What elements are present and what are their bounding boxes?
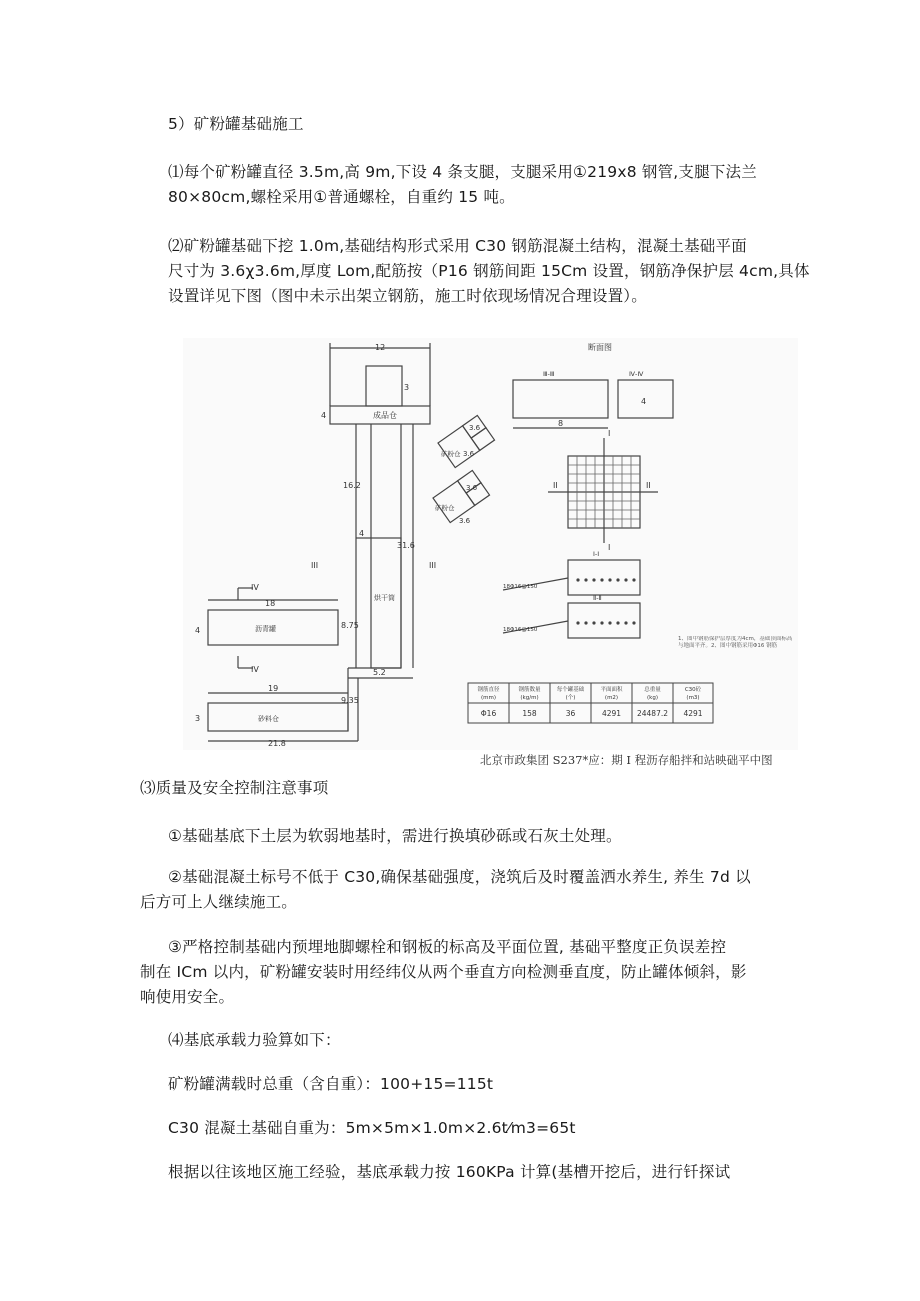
calc-line-1: 矿粉罐满载时总重（含自重）：100+15=115t: [168, 1075, 494, 1093]
section-4-heading: ⑷基底承载力验算如下：: [168, 1031, 341, 1049]
table-unit-cell: (m2): [604, 695, 619, 701]
label-dryer: 烘干筒: [374, 594, 395, 602]
calc-line-2: C30 混凝土基础自重为：5m×5m×1.0m×2.6t⁄m3=65t: [168, 1119, 576, 1137]
dim-12: 12: [375, 343, 386, 352]
item-1: ①基础基底下土层为软弱地基时，需进行换填砂砾或石灰土处理。: [168, 827, 622, 845]
dim-3-6d: 3.6: [459, 517, 471, 525]
table-unit-cell: (个): [565, 695, 576, 701]
table-header-cell: 每个罐基础: [556, 687, 585, 693]
section-label-4-4: Ⅳ-Ⅳ: [629, 370, 644, 378]
section-mark-4a: IV: [251, 583, 259, 592]
section-heading: 5）矿粉罐基础施工: [168, 115, 304, 133]
table-header-cell: 平面面积: [600, 687, 623, 693]
section-mark-4b: IV: [251, 665, 259, 674]
table-data-cell: 4291: [601, 709, 622, 718]
table-header-cell: C30砼: [684, 687, 702, 693]
dim-18: 18: [265, 599, 276, 608]
section-mark-3a: III: [311, 561, 319, 570]
table-unit-cell: (kg/m): [520, 695, 539, 701]
label-powder-tank-1: 矿粉仓: [441, 450, 461, 458]
drawing-notes: 1、图中钢筋保护层厚度为4cm，基础顶面标高与地面平齐。2、图中钢筋采用Φ16 钢筋: [678, 636, 793, 649]
foundation-plan-drawing: [183, 338, 798, 750]
table-data-cell: 4291: [683, 709, 703, 718]
table-data-cell: 36: [565, 709, 576, 718]
dim-16-2: 16.2: [343, 481, 361, 490]
table-data-cell: 158: [522, 709, 537, 718]
label-powder-tank-2: 矿粉仓: [435, 504, 455, 512]
item-2-line-1: ②基础混凝土标号不低于 C30,确保基础强度，浇筑后及时覆盖洒水养生, 养生 7d 以: [168, 868, 751, 886]
figure-caption: 北京市政集团 S237*应：期 I 程沥存船拌和站映础平中图: [480, 753, 773, 767]
table-unit-cell: (mm): [480, 695, 497, 701]
item-3-line-1: ③严格控制基础内预埋地脚螺栓和钢板的标高及平面位置, 基础平整度正负误差控: [168, 938, 727, 956]
dim-8-75: 8.75: [341, 621, 359, 630]
table-unit-cell: (kg): [647, 695, 658, 701]
section-label-1-1: Ⅰ-Ⅰ: [593, 550, 600, 558]
dim-4a: 4: [321, 411, 327, 420]
dim-4b: 4: [359, 529, 365, 538]
paragraph-1-line-2: 80×80cm,螺栓采用①普通螺栓，自重约 15 吨。: [168, 188, 515, 206]
label-asphalt-tank: 沥青罐: [255, 625, 276, 633]
section-mark-3b: III: [429, 561, 437, 570]
dim-3-6c: 3.6: [466, 484, 478, 492]
dim-19: 19: [268, 684, 279, 693]
paragraph-2-line-1: ⑵矿粉罐基础下挖 1.0m,基础结构形式采用 C30 钢筋混凝土结构，混凝土基础平面: [168, 237, 747, 255]
paragraph-2-line-2: 尺寸为 3.6χ3.6m,厚度 Lom,配筋按（P16 钢筋间距 15Cm 设置，钢筋净保护层 4cm,具体: [168, 262, 810, 280]
dim-3-6a: 3.6: [469, 424, 481, 432]
item-3-line-3: 响使用安全。: [140, 988, 235, 1006]
section-mark-1b: I: [608, 543, 611, 552]
table-data-cell: Φ16: [480, 709, 497, 718]
section-view-title: 断面图: [588, 343, 612, 352]
table-header-cell: 总重量: [644, 687, 661, 693]
dim-8: 8: [558, 419, 564, 428]
dim-21-8: 21.8: [268, 739, 286, 748]
paragraph-2-line-3: 设置详见下图（图中未示出架立钢筋，施工时依现场情况合理设置）。: [168, 287, 647, 305]
table-header-cell: 钢筋数量: [518, 687, 541, 693]
section-mark-1a: I: [608, 429, 611, 438]
dim-3-6b: 3.6: [463, 450, 475, 458]
label-sand-bin: 砂料仓: [258, 715, 279, 723]
table-unit-cell: (m3): [686, 695, 700, 701]
dim-4c: 4: [195, 626, 201, 635]
dim-3b: 3: [195, 714, 201, 723]
rebar-note-1: 18Φ16@150: [503, 584, 538, 590]
section-3-heading: ⑶质量及安全控制注意事项: [140, 779, 329, 797]
section-mark-2a: II: [553, 481, 558, 490]
rebar-note-2: 18Φ16@150: [503, 627, 538, 633]
section-label-3-3: Ⅲ-Ⅲ: [543, 370, 555, 378]
table-data-cell: 24487.2: [636, 709, 669, 718]
table-header-cell: 钢筋直径: [477, 687, 500, 693]
dim-3a: 3: [404, 383, 410, 392]
item-3-line-2: 制在 ICm 以内，矿粉罐安装时用经纬仪从两个垂直方向检测垂直度，防止罐体倾斜，影: [140, 963, 747, 981]
dim-31-6: 31.6: [397, 541, 415, 550]
item-2-line-2: 后方可上人继续施工。: [140, 893, 298, 911]
dim-9-35: 9.35: [341, 696, 359, 705]
label-finished-bin: 成品仓: [373, 411, 397, 420]
paragraph-1-line-1: ⑴每个矿粉罐直径 3.5m,高 9m,下设 4 条支腿，支腿采用①219x8 钢管,支腿下法兰: [168, 163, 757, 181]
section-label-2-2: Ⅱ-Ⅱ: [593, 594, 602, 602]
calc-line-3: 根据以往该地区施工经验，基底承载力按 160KPa 计算(基槽开挖后，进行钎探试: [168, 1163, 731, 1181]
dim-4d: 4: [641, 397, 647, 406]
dim-5-2: 5.2: [373, 668, 386, 677]
section-mark-2b: II: [646, 481, 651, 490]
